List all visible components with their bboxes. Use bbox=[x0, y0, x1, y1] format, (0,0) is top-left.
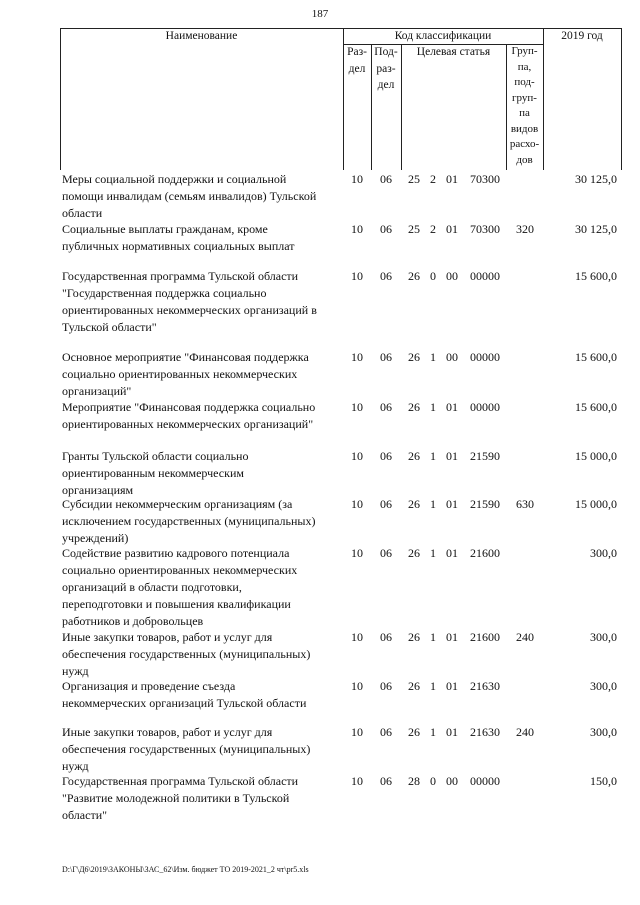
row-code-cs4: 21600 bbox=[470, 630, 500, 644]
row-code-pr: 06 bbox=[380, 679, 392, 693]
header-target: Целевая статья bbox=[416, 46, 491, 58]
page-number: 187 bbox=[311, 8, 329, 20]
row-code-rz: 10 bbox=[351, 725, 363, 739]
row-code-cs3: 00 bbox=[446, 350, 458, 364]
row-code-cs3: 01 bbox=[446, 546, 458, 560]
row-code-cs2: 2 bbox=[430, 172, 436, 186]
row-code-cs4: 70300 bbox=[470, 172, 500, 186]
row-code-cs1: 26 bbox=[408, 400, 420, 414]
row-code-cs1: 26 bbox=[408, 679, 420, 693]
row-name: Меры социальной поддержки и социальной помощи инвалидам (семьям инвалидов) Тульской области bbox=[62, 172, 317, 220]
row-code-vr: 320 bbox=[516, 222, 534, 236]
row-code-pr: 06 bbox=[380, 497, 392, 511]
row-code-cs1: 26 bbox=[408, 497, 420, 511]
row-code-cs4: 00000 bbox=[470, 774, 500, 788]
row-code-cs3: 01 bbox=[446, 497, 458, 511]
header-vr: Груп- па, под- груп- па видов расхо- дов bbox=[509, 45, 540, 166]
row-name: Гранты Тульской области социально ориентированным некоммерческим организациям bbox=[62, 449, 249, 497]
row-code-cs3: 00 bbox=[446, 774, 458, 788]
row-code-pr: 06 bbox=[380, 725, 392, 739]
row-code-cs2: 2 bbox=[430, 222, 436, 236]
row-code-cs4: 21630 bbox=[470, 725, 500, 739]
file-path-footer: D:\Г\Д6\2019\ЗАКОНЫ\ЗАС_62\Изм. бюджет ТО 2019-2021_2 чт\pr5.xls bbox=[62, 865, 309, 874]
row-code-cs2: 0 bbox=[430, 774, 436, 788]
header-left-border bbox=[60, 28, 61, 170]
row-code-cs2: 0 bbox=[430, 269, 436, 283]
row-code-pr: 06 bbox=[380, 269, 392, 283]
row-code-cs1: 28 bbox=[408, 774, 420, 788]
row-name: Иные закупки товаров, работ и услуг для обеспечения государственных (муниципальных) нужд bbox=[62, 630, 311, 678]
row-code-cs3: 01 bbox=[446, 172, 458, 186]
row-name: Содействие развитию кадрового потенциала социально ориентированных некоммерческих организаций в области подготовки, переподготовки и повышения квалификации работников и добровольцев bbox=[62, 546, 298, 628]
row-sum: 15 000,0 bbox=[575, 449, 617, 463]
row-code-rz: 10 bbox=[351, 222, 363, 236]
row-code-cs3: 01 bbox=[446, 400, 458, 414]
row-code-cs1: 25 bbox=[408, 172, 420, 186]
row-name: Организация и проведение съезда некоммерческих организаций Тульской области bbox=[62, 679, 307, 710]
row-name: Социальные выплаты гражданам, кроме публичных нормативных социальных выплат bbox=[62, 222, 295, 253]
row-code-pr: 06 bbox=[380, 400, 392, 414]
row-code-cs4: 21590 bbox=[470, 449, 500, 463]
row-code-cs2: 1 bbox=[430, 725, 436, 739]
row-code-cs2: 1 bbox=[430, 679, 436, 693]
header-divider-vr bbox=[543, 28, 544, 170]
header-year: 2019 год bbox=[561, 30, 603, 42]
row-code-cs3: 01 bbox=[446, 222, 458, 236]
row-code-vr: 630 bbox=[516, 497, 534, 511]
row-code-cs4: 21630 bbox=[470, 679, 500, 693]
row-name: Государственная программа Тульской области "Государственная поддержка социально ориентированных некоммерческих организаций в Тульской области" bbox=[62, 269, 317, 334]
row-sum: 30 125,0 bbox=[575, 222, 617, 236]
row-code-cs2: 1 bbox=[430, 630, 436, 644]
row-sum: 300,0 bbox=[590, 725, 617, 739]
row-code-rz: 10 bbox=[351, 679, 363, 693]
row-code-rz: 10 bbox=[351, 497, 363, 511]
row-code-cs3: 01 bbox=[446, 725, 458, 739]
row-code-pr: 06 bbox=[380, 630, 392, 644]
row-sum: 15 600,0 bbox=[575, 400, 617, 414]
row-code-cs1: 26 bbox=[408, 350, 420, 364]
row-code-cs4: 00000 bbox=[470, 400, 500, 414]
header-name: Наименование bbox=[165, 30, 238, 42]
row-code-cs3: 01 bbox=[446, 679, 458, 693]
row-code-cs1: 26 bbox=[408, 546, 420, 560]
row-code-pr: 06 bbox=[380, 172, 392, 186]
row-code-cs4: 00000 bbox=[470, 350, 500, 364]
row-code-cs4: 21600 bbox=[470, 546, 500, 560]
row-sum: 300,0 bbox=[590, 679, 617, 693]
header-divider-podrazdel bbox=[401, 44, 402, 170]
row-sum: 300,0 bbox=[590, 546, 617, 560]
row-sum: 15 000,0 bbox=[575, 497, 617, 511]
row-code-cs1: 26 bbox=[408, 630, 420, 644]
row-code-rz: 10 bbox=[351, 630, 363, 644]
row-code-pr: 06 bbox=[380, 546, 392, 560]
row-code-pr: 06 bbox=[380, 222, 392, 236]
header-classification: Код классификации bbox=[394, 30, 492, 42]
row-sum: 15 600,0 bbox=[575, 350, 617, 364]
row-sum: 300,0 bbox=[590, 630, 617, 644]
header-right-border bbox=[621, 28, 622, 170]
row-sum: 150,0 bbox=[590, 774, 617, 788]
row-code-cs3: 01 bbox=[446, 449, 458, 463]
row-code-rz: 10 bbox=[351, 774, 363, 788]
row-code-cs4: 21590 bbox=[470, 497, 500, 511]
row-code-rz: 10 bbox=[351, 172, 363, 186]
row-sum: 30 125,0 bbox=[575, 172, 617, 186]
row-code-cs3: 01 bbox=[446, 630, 458, 644]
row-code-cs2: 1 bbox=[430, 350, 436, 364]
row-code-cs2: 1 bbox=[430, 497, 436, 511]
row-code-cs1: 25 bbox=[408, 222, 420, 236]
row-code-rz: 10 bbox=[351, 269, 363, 283]
row-name: Мероприятие "Финансовая поддержка социально ориентированных некоммерческих организаций" bbox=[62, 400, 316, 431]
row-code-cs1: 26 bbox=[408, 269, 420, 283]
row-code-rz: 10 bbox=[351, 400, 363, 414]
row-code-pr: 06 bbox=[380, 449, 392, 463]
row-code-cs4: 70300 bbox=[470, 222, 500, 236]
row-code-cs2: 1 bbox=[430, 546, 436, 560]
row-code-vr: 240 bbox=[516, 725, 534, 739]
row-name: Субсидии некоммерческим организациям (за исключением государственных (муниципальных) учреждений) bbox=[62, 497, 316, 545]
header-podrazdel: Под- раз- дел bbox=[374, 46, 398, 91]
row-code-rz: 10 bbox=[351, 546, 363, 560]
header-razdel: Раз- дел bbox=[347, 46, 367, 75]
row-code-rz: 10 bbox=[351, 449, 363, 463]
row-code-cs4: 00000 bbox=[470, 269, 500, 283]
row-code-cs1: 26 bbox=[408, 725, 420, 739]
row-code-rz: 10 bbox=[351, 350, 363, 364]
row-code-cs2: 1 bbox=[430, 400, 436, 414]
row-code-vr: 240 bbox=[516, 630, 534, 644]
row-name: Основное мероприятие "Финансовая поддержка социально ориентированных некоммерческих организаций" bbox=[62, 350, 309, 398]
row-code-cs1: 26 bbox=[408, 449, 420, 463]
row-code-cs3: 00 bbox=[446, 269, 458, 283]
row-name: Государственная программа Тульской области "Развитие молодежной политики в Тульской области" bbox=[62, 774, 299, 822]
row-code-pr: 06 bbox=[380, 774, 392, 788]
row-sum: 15 600,0 bbox=[575, 269, 617, 283]
row-code-pr: 06 bbox=[380, 350, 392, 364]
row-code-cs2: 1 bbox=[430, 449, 436, 463]
row-name: Иные закупки товаров, работ и услуг для обеспечения государственных (муниципальных) нужд bbox=[62, 725, 311, 773]
